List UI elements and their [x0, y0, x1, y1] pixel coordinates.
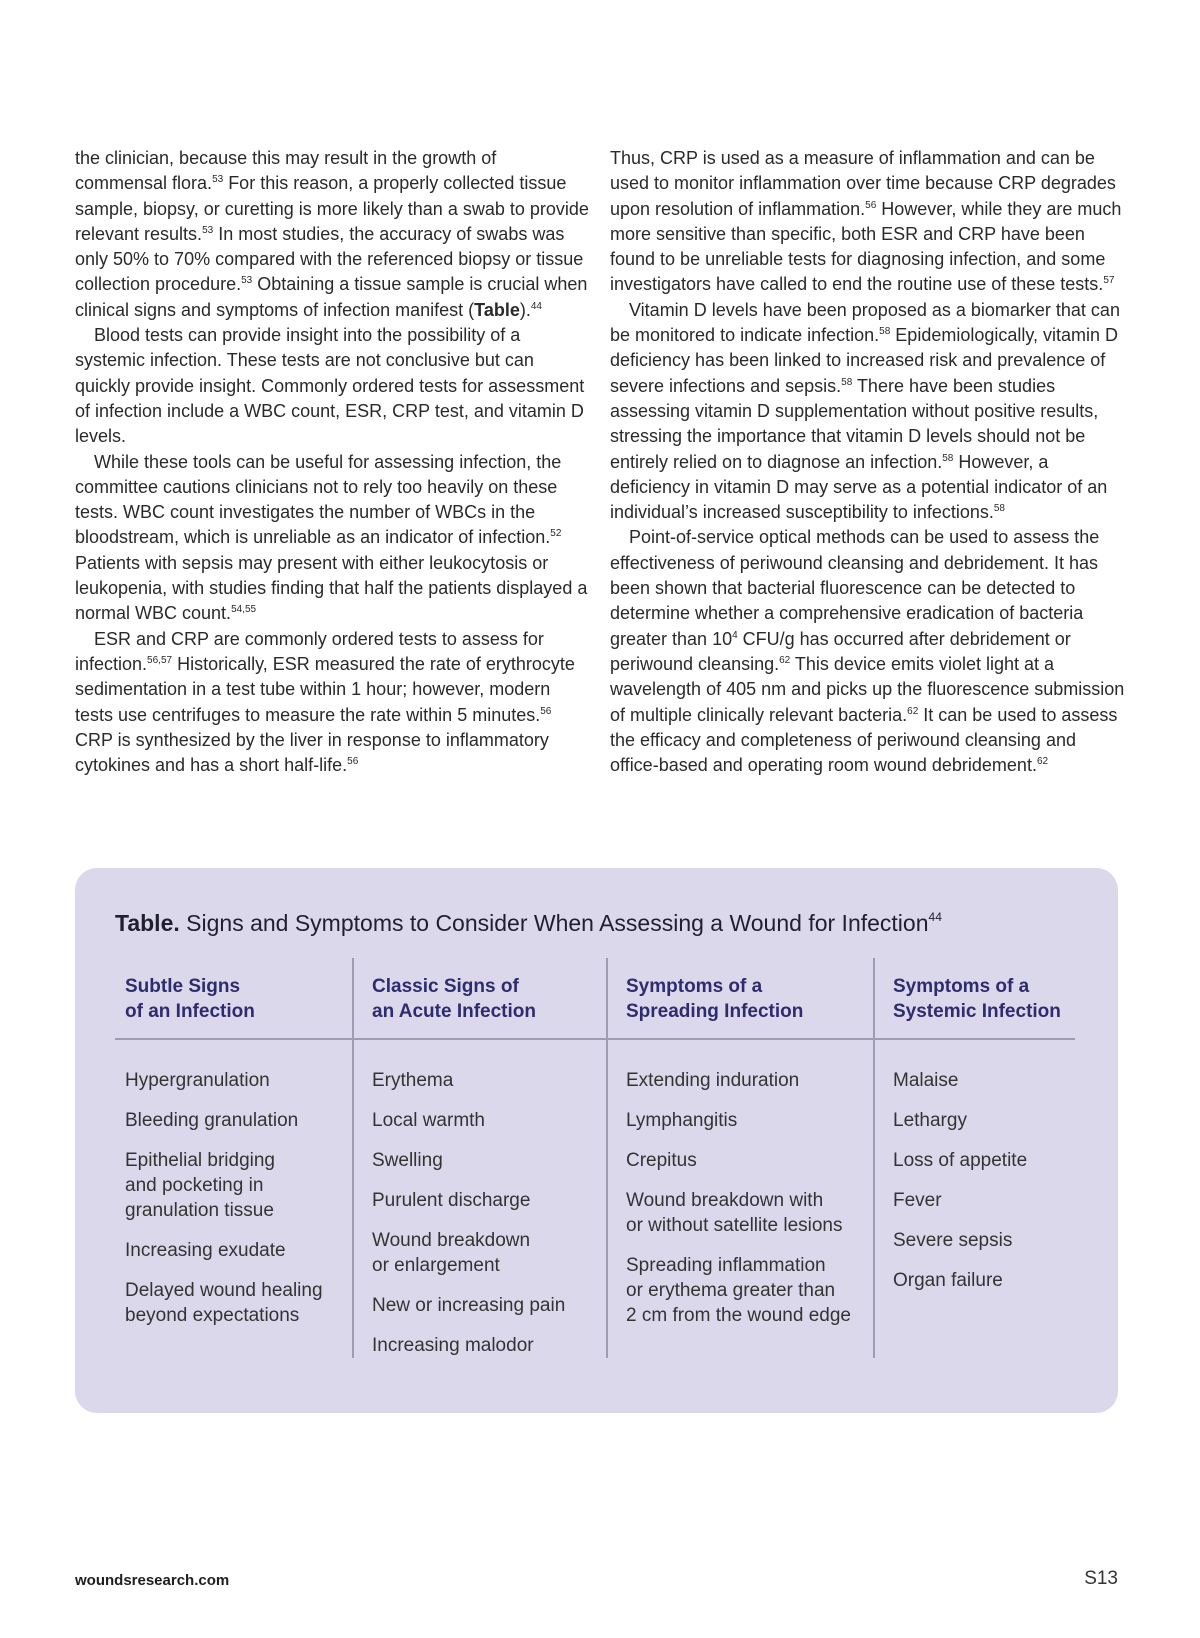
list-item: Wound breakdown with or without satellite lesions	[626, 1190, 843, 1236]
column-header: Symptoms of a Spreading Infection	[626, 976, 804, 1022]
citation: 53	[202, 224, 214, 236]
paragraph: Blood tests can provide insight into the possibility of a systemic infection. These tests are not conclusive but can quickly provide insight. Commonly ordered tests for assessment of infection include a WBC count, ESR, CRP test, and vitamin D levels.	[75, 325, 585, 447]
left-column	[75, 146, 590, 778]
column-header: Subtle Signs of an Infection	[125, 976, 255, 1022]
paragraph: Thus, CRP is used as a measure of inflammation and can be used to monitor inflammation over time because CRP degrades upon resolution of inflammation.$^{56}$ However, while they are much more sensitive than specific, both ESR and CRP have been found to be unreliable tests for diagnosing infection, and some investigators have called to end the routine use of these tests.$^{57}$	[610, 148, 1122, 295]
footer-website: woundsresearch.com	[75, 1572, 230, 1589]
list-item: Erythema	[372, 1070, 454, 1091]
column-divider	[873, 958, 875, 1358]
list-item: Purulent discharge	[372, 1190, 531, 1211]
item-list	[626, 1068, 851, 1343]
citation: 54,55	[231, 604, 257, 616]
table-label: Table.	[115, 910, 180, 936]
item-list	[372, 1068, 565, 1373]
list-item: Loss of appetite	[893, 1150, 1028, 1171]
table-title: Table. Signs and Symptoms to Consider When Assessing a Wound for Infection$^{44}$	[115, 910, 942, 936]
column-header: Classic Signs of an Acute Infection	[372, 976, 536, 1022]
item-list	[893, 1068, 1027, 1308]
header-rule	[115, 1038, 1075, 1040]
list-item: Fever	[893, 1190, 942, 1211]
list-item: Local warmth	[372, 1110, 485, 1131]
citation: 62	[907, 705, 919, 717]
citation: 62	[779, 654, 791, 666]
list-item: Swelling	[372, 1150, 443, 1171]
list-item: Extending induration	[626, 1070, 800, 1091]
table-grid	[115, 958, 1075, 1358]
list-item: Spreading inflammation or erythema greater than 2 cm from the wound edge	[626, 1255, 851, 1326]
citation: 58	[993, 503, 1005, 515]
list-item: Increasing malodor	[372, 1335, 534, 1356]
signs-symptoms-table	[75, 868, 1118, 1413]
page-number: S13	[1084, 1568, 1118, 1589]
list-item: Wound breakdown or enlargement	[372, 1230, 531, 1276]
citation: 53	[241, 275, 253, 287]
list-item: New or increasing pain	[372, 1295, 566, 1316]
column-header: Symptoms of a Systemic Infection	[893, 976, 1061, 1022]
right-column	[610, 146, 1125, 778]
citation: 58	[879, 326, 891, 338]
paragraph: the clinician, because this may result in the growth of commensal flora.$^{53}$ For this reason, a properly collected tissue sample, biopsy, or curetting is more likely than a swab to provide relevant results.$^{53}$ In most studies, the accuracy of swabs was only 50% to 70% compared with the referenced biopsy or tissue collection procedure.$^{53}$ Obtaining a tissue sample is crucial when clinical signs and symptoms of infection manifest (Table).$^{44}$	[75, 148, 589, 320]
list-item: Severe sepsis	[893, 1230, 1013, 1251]
list-item: Lethargy	[893, 1110, 967, 1131]
citation: 44	[530, 300, 542, 312]
column-divider	[352, 958, 354, 1358]
paragraph: While these tools can be useful for assessing infection, the committee cautions clinicians not to rely too heavily on these tests. WBC count investigates the number of WBCs in the bloodstream, which is unreliable as an indicator of infection.$^{52}$ Patients with sepsis may present with either leukocytosis or leukopenia, with studies finding that half the patients displayed a normal WBC count.$^{54,55}$	[75, 451, 588, 624]
citation: 44	[928, 910, 942, 924]
paragraph: ESR and CRP are commonly ordered tests to assess for infection.$^{56,57}$ Historically, ESR measured the rate of erythrocyte sedimentation in a test tube within 1 hour; however, modern tests use centrifuges to measure the rate within 5 minutes.$^{56}$ CRP is synthesized by the liver in response to inflammatory cytokines and has a short half-life.$^{56}$	[75, 628, 575, 776]
list-item: Lymphangitis	[626, 1110, 738, 1131]
list-item: Increasing exudate	[125, 1240, 286, 1261]
table-reference: Table	[474, 299, 520, 320]
citation: 58	[841, 376, 853, 388]
citation: 56,57	[147, 654, 173, 666]
citation: 62	[1036, 756, 1049, 768]
paragraph: Vitamin D levels have been proposed as a biomarker that can be monitored to indicate infection.$^{58}$ Epidemiologically, vitamin D deficiency has been linked to increased risk and prevalence of severe infections and sepsis.$^{58}$ There have been studies assessing vitamin D supplementation without positive results, stressing the importance that vitamin D levels should not be entirely relied on to diagnose an infection.$^{58}$ However, a deficiency in vitamin D may serve as a potential indicator of an individual’s increased susceptibility to infections.$^{58}$	[610, 299, 1120, 523]
list-item: Delayed wound healing beyond expectations	[125, 1280, 323, 1326]
exponent: 4	[732, 629, 738, 641]
citation: 58	[942, 452, 954, 464]
list-item: Epithelial bridging and pocketing in granulation tissue	[125, 1150, 275, 1221]
list-item: Organ failure	[893, 1270, 1003, 1291]
column-divider	[606, 958, 608, 1358]
item-list	[125, 1068, 323, 1343]
citation: 52	[550, 528, 562, 540]
citation: 56	[865, 199, 877, 211]
list-item: Bleeding granulation	[125, 1110, 299, 1131]
paragraph: Point-of-service optical methods can be used to assess the effectiveness of periwound cleansing and debridement. It has been shown that bacterial fluorescence can be detected to determine whether a comprehensive eradication of bacteria greater than $10^4$ CFU/g has occurred after debridement or periwound cleansing.$^{62}$ This device emits violet light at a wavelength of 405 nm and picks up the fluorescence submission of multiple clinically relevant bacteria.$^{62}$ It can be used to assess the efficacy and completeness of periwound cleansing and office-based and operating room wound debridement.$^{62}$	[610, 527, 1125, 776]
citation: 56	[347, 756, 359, 768]
citation: 53	[212, 174, 224, 186]
list-item: Hypergranulation	[125, 1070, 270, 1091]
citation: 56	[540, 705, 552, 717]
list-item: Malaise	[893, 1070, 959, 1091]
list-item: Crepitus	[626, 1150, 697, 1171]
citation: 57	[1103, 275, 1115, 287]
article-body	[75, 146, 1125, 778]
